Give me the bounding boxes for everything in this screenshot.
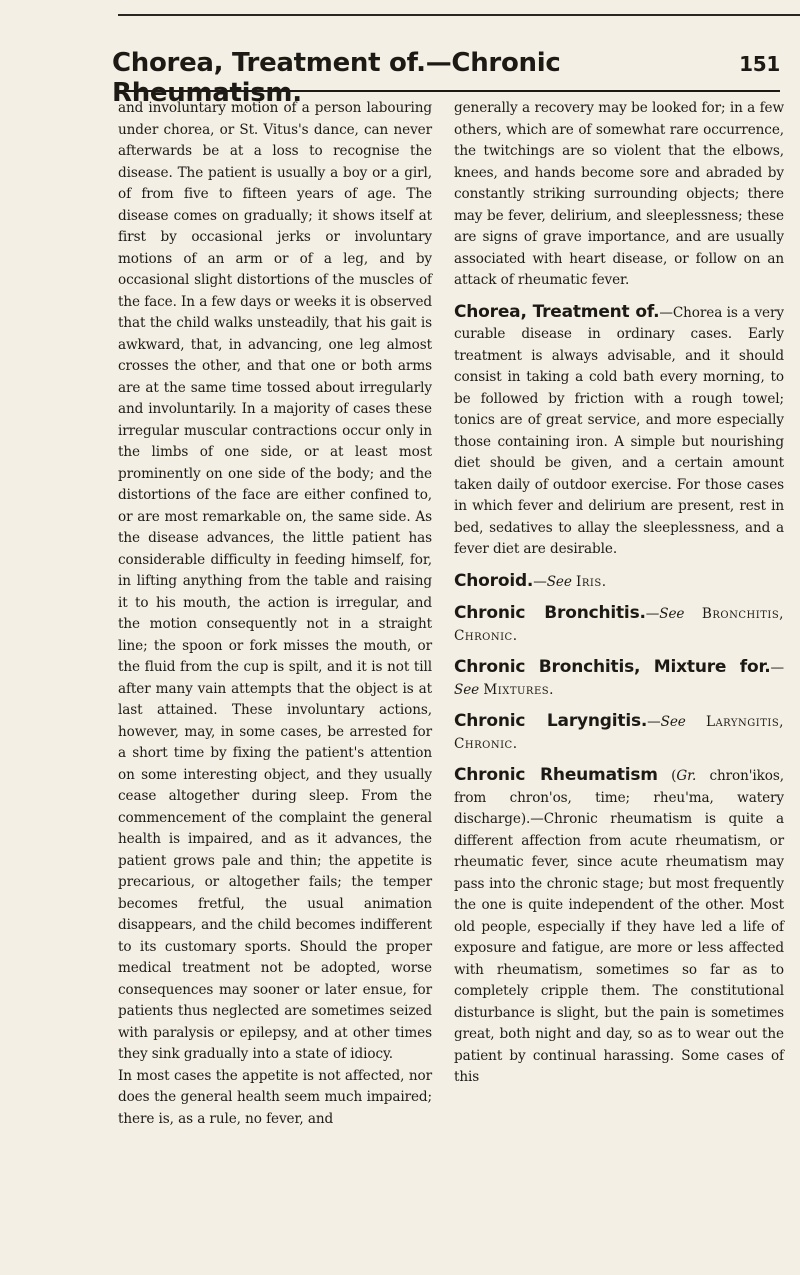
left-paragraph-2: In most cases the appetite is not affected, nor does the general health seem much impaired; there is, as a rule, no fever, and xyxy=(118,1067,432,1127)
entry-dash: — xyxy=(647,714,661,730)
entry-headword: Chronic Bronchitis, Mixture for. xyxy=(454,657,771,677)
entry-paren: ( xyxy=(657,768,677,784)
entry-dash: — xyxy=(533,573,547,590)
entry-chronic-laryngitis xyxy=(454,711,784,755)
see-label: See xyxy=(660,714,686,730)
left-paragraph-1: and involuntary motion of a person labouring under chorea, or St. Vitus's dance, can never afterwards be at a loss to recognise the disease. The patient is usually a boy or a girl, of from five to fifteen years of age. The disease comes on gradually; it shows itself at first by occasional jerks or involuntary motions of an arm or of a leg, and by occasional slight distortions of the muscles of the face. In a few days or weeks it is observed that the child walks unsteadily, that his gait is awkward, that, in advancing, one leg almost crosses the other, and that one or both arms are at the same time tossed about irregularly and involuntarily. In a majority of cases these irregular muscular contractions occur only in the limbs of one side, or at least most prominently on one side of the body; and the distortions of the face are either confined to, or are most remarkable on, the same side. As the disease advances, the little patient has considerable difficulty in feeding himself, for, in lifting anything from the table and raising it to his mouth, the action is irregular, and the motion consequently not in a straight line; the spoon or fork misses the mouth, or the fluid from the cup is spilt, and it is not till after many vain attempts that the object is at last attained. These involuntary actions, however, may, in some cases, be arrested for a short time by fixing the patient's attention on some interesting object, and they usually cease altogether during sleep. From the commencement of the complaint the general health is impaired, and as it advances, the patient grows pale and thin; the appetite is precarious, or altogether fails; the temper becomes fretful, the usual animation disappears, and the child becomes indifferent to its customary sports. Should the proper medical treatment not be adopted, worse consequences may sooner or later ensue, for patients thus neglected are sometimes seized with paralysis or epilepsy, and at other times they sink gradually into a state of idiocy. xyxy=(118,100,432,1062)
entry-chronic-rheumatism xyxy=(454,765,784,1089)
entry-headword: Chronic Rheumatism xyxy=(454,765,658,785)
cross-reference: Bronchitis, Chronic. xyxy=(454,606,784,644)
left-column xyxy=(118,98,432,1130)
see-label: See xyxy=(659,606,685,622)
top-rule xyxy=(118,14,800,16)
entry-headword: Chronic Bronchitis. xyxy=(454,603,646,623)
header-rule xyxy=(118,90,780,92)
entry-body: chron'ikos, from chron'os, time; rheu'ma, watery discharge).—Chronic rheumatism is quite a different affection from acute rheumatism, or rheumatic fever, since acute rheumatism may pass into the chronic stage; but most frequently the one is quite independent of the other. Most old people, especially if they have led a life of exposure and fatigue, are more or less affected with rheumatism, sometimes so far as to completely cripple them. The constitutional disturbance is slight, but the pain is sometimes great, both night and day, so as to wear out the patient by continual harassing. Some cases of this xyxy=(454,768,784,1085)
entry-headword: Choroid. xyxy=(454,570,534,591)
entry-headword: Chronic Laryngitis. xyxy=(454,711,648,731)
page-number: 151 xyxy=(739,52,780,76)
right-column xyxy=(454,98,784,1089)
entry-chronic-bronchitis-mixture xyxy=(454,657,784,701)
right-paragraph-1: generally a recovery may be looked for; in a few others, which are of somewhat rare occurrence, the twitchings are so violent that the elbows, knees, and hands become sore and abraded by constantly striking surrounding objects; there may be fever, delirium, and sleeplessness; these are signs of grave importance, and are usually associated with heart disease, or follow on an attack of rheumatic fever. xyxy=(454,100,784,288)
cross-reference: Laryngitis, Chronic. xyxy=(454,714,784,752)
cross-reference: Mixtures. xyxy=(483,681,554,698)
see-label: See xyxy=(454,681,480,698)
entry-dash: — xyxy=(770,660,784,676)
language-abbrev: Gr. xyxy=(676,768,697,784)
running-head-title: Chorea, Treatment of.—Chronic Rheumatism. xyxy=(112,48,561,108)
entry-choroid xyxy=(454,571,784,594)
entry-body: —Chorea is a very curable disease in ordinary cases. Early treatment is always advisable, and it should consist in taking a cold bath every morning, to be followed by friction with a rough towel; tonics are of great service, and more especially those containing iron. A simple but nourishing diet should be given, and a certain amount taken daily of outdoor exercise. For those cases in which fever and delirium are present, rest in bed, sedatives to allay the sleeplessness, and a fever diet are desirable. xyxy=(454,304,784,557)
entry-chronic-bronchitis xyxy=(454,603,784,647)
see-label: See xyxy=(546,573,572,590)
entry-headword: Chorea, Treatment of. xyxy=(454,301,660,322)
entry-dash: — xyxy=(645,606,660,622)
entry-chorea-treatment xyxy=(454,302,784,561)
cross-reference: Iris. xyxy=(576,573,607,590)
